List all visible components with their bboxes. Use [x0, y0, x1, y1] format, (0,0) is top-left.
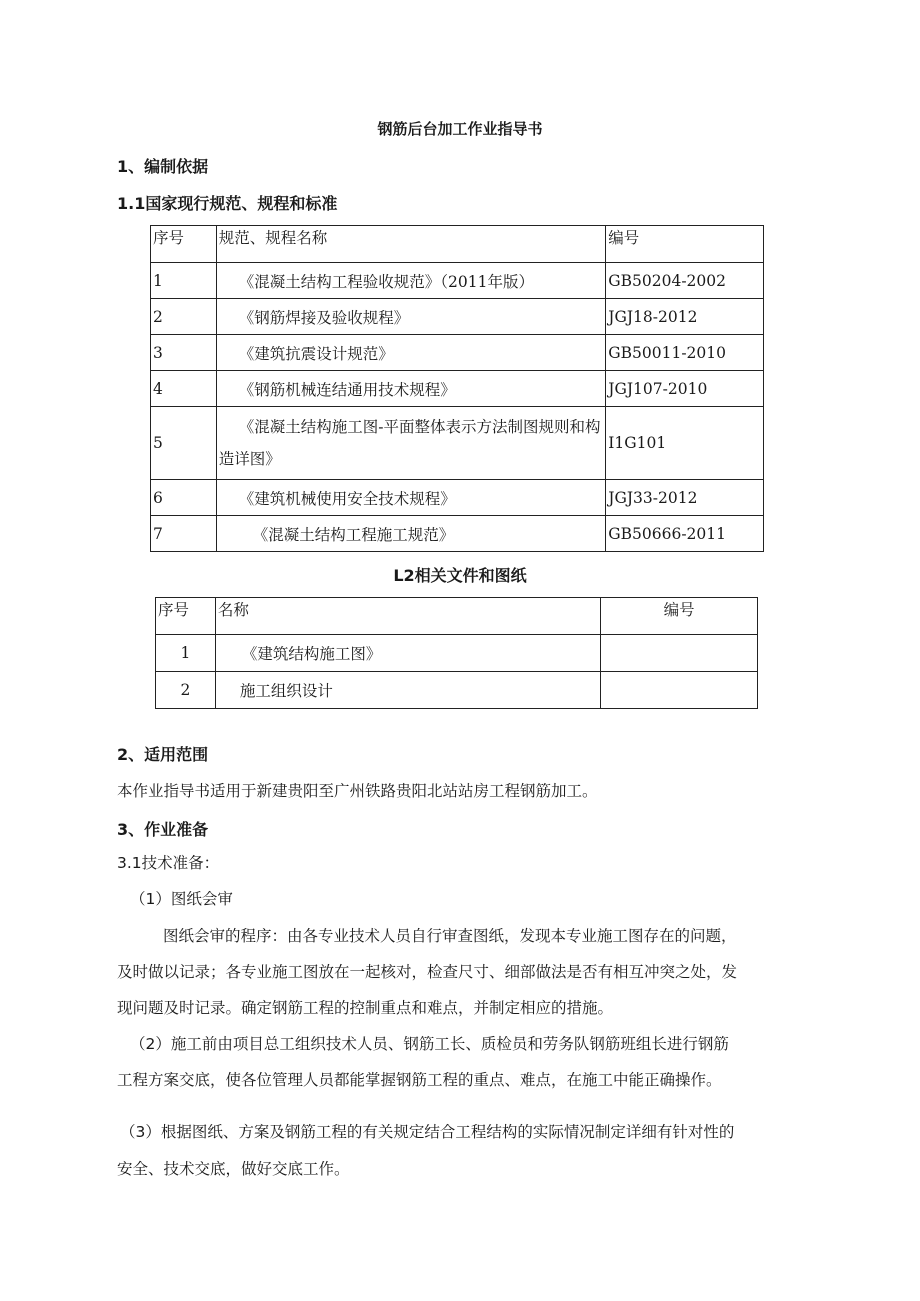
row-name: 《建筑机械使用安全技术规程》 — [216, 480, 605, 516]
row-code: GB50666-2011 — [606, 516, 764, 552]
section-2-text: 本作业指导书适用于新建贵阳至广州铁路贵阳北站站房工程钢筋加工。 — [117, 782, 598, 800]
item-1-heading: （1）图纸会审 — [130, 890, 233, 908]
table-row — [151, 299, 764, 335]
row-name: 《建筑结构施工图》 — [215, 635, 600, 672]
table-header-row — [151, 226, 764, 263]
row-no: 7 — [151, 516, 217, 552]
column-header-name: 名称 — [215, 598, 600, 635]
row-code: GB50011-2010 — [606, 335, 764, 371]
row-code: JGJ33-2012 — [606, 480, 764, 516]
column-header-code: 编号 — [601, 598, 758, 635]
row-no: 3 — [151, 335, 217, 371]
row-no: 2 — [151, 299, 217, 335]
section-3-1-heading: 3.1技术准备： — [117, 854, 220, 872]
table-row — [151, 516, 764, 552]
drawings-table — [155, 597, 758, 709]
column-header-code: 编号 — [606, 226, 764, 263]
section-3-heading: 3、作业准备 — [117, 820, 209, 839]
column-header-no: 序号 — [156, 598, 216, 635]
standards-table — [150, 225, 764, 552]
row-name: 施工组织设计 — [215, 672, 600, 709]
row-no: 5 — [151, 407, 217, 480]
item-2-line: 工程方案交底，使各位管理人员都能掌握钢筋工程的重点、难点，在施工中能正确操作。 — [117, 1071, 722, 1089]
column-header-name: 规范、规程名称 — [216, 226, 605, 263]
table-row — [151, 335, 764, 371]
row-code: GB50204-2002 — [606, 263, 764, 299]
table-row — [151, 480, 764, 516]
item-1-line: 及时做以记录；各专业施工图放在一起核对，检查尺寸、细部做法是否有相互冲突之处，发 — [117, 963, 738, 981]
section-1-2-heading: L2相关文件和图纸 — [393, 566, 527, 585]
row-no: 1 — [151, 263, 217, 299]
row-code: JGJ18-2012 — [606, 299, 764, 335]
row-name: 《混凝土结构工程施工规范》 — [216, 516, 605, 552]
row-name: 《混凝土结构施工图-平面整体表示方法制图规则和构造详图》 — [216, 407, 605, 480]
table-row — [151, 407, 764, 480]
row-code: JGJ107-2010 — [606, 371, 764, 407]
row-no: 1 — [156, 635, 216, 672]
row-code: I1G101 — [606, 407, 764, 480]
row-no: 2 — [156, 672, 216, 709]
row-name: 《钢筋焊接及验收规程》 — [216, 299, 605, 335]
table-row — [151, 371, 764, 407]
row-no: 6 — [151, 480, 217, 516]
table-row — [156, 672, 758, 709]
item-1-line: 现问题及时记录。确定钢筋工程的控制重点和难点，并制定相应的措施。 — [117, 999, 614, 1017]
section-1-1-heading: 1.1国家现行规范、规程和标准 — [117, 194, 338, 213]
item-2-line: （2）施工前由项目总工组织技术人员、钢筋工长、质检员和劳务队钢筋班组长进行钢筋 — [130, 1035, 729, 1053]
row-no: 4 — [151, 371, 217, 407]
row-name: 《建筑抗震设计规范》 — [216, 335, 605, 371]
item-3-line: （3）根据图纸、方案及钢筋工程的有关规定结合工程结构的实际情况制定详细有针对性的 — [120, 1123, 735, 1141]
section-2-heading: 2、适用范围 — [117, 745, 209, 764]
table-row — [156, 635, 758, 672]
table-header-row — [156, 598, 758, 635]
row-name: 《钢筋机械连结通用技术规程》 — [216, 371, 605, 407]
table-row — [151, 263, 764, 299]
column-header-no: 序号 — [151, 226, 217, 263]
row-code — [601, 672, 758, 709]
section-1-heading: 1、编制依据 — [117, 157, 209, 176]
item-3-line: 安全、技术交底，做好交底工作。 — [117, 1160, 350, 1178]
item-1-line: 图纸会审的程序：由各专业技术人员自行审查图纸，发现本专业施工图存在的问题， — [163, 927, 737, 945]
row-code — [601, 635, 758, 672]
row-name: 《混凝土结构工程验收规范》（2011年版） — [216, 263, 605, 299]
document-title: 钢筋后台加工作业指导书 — [377, 120, 543, 138]
